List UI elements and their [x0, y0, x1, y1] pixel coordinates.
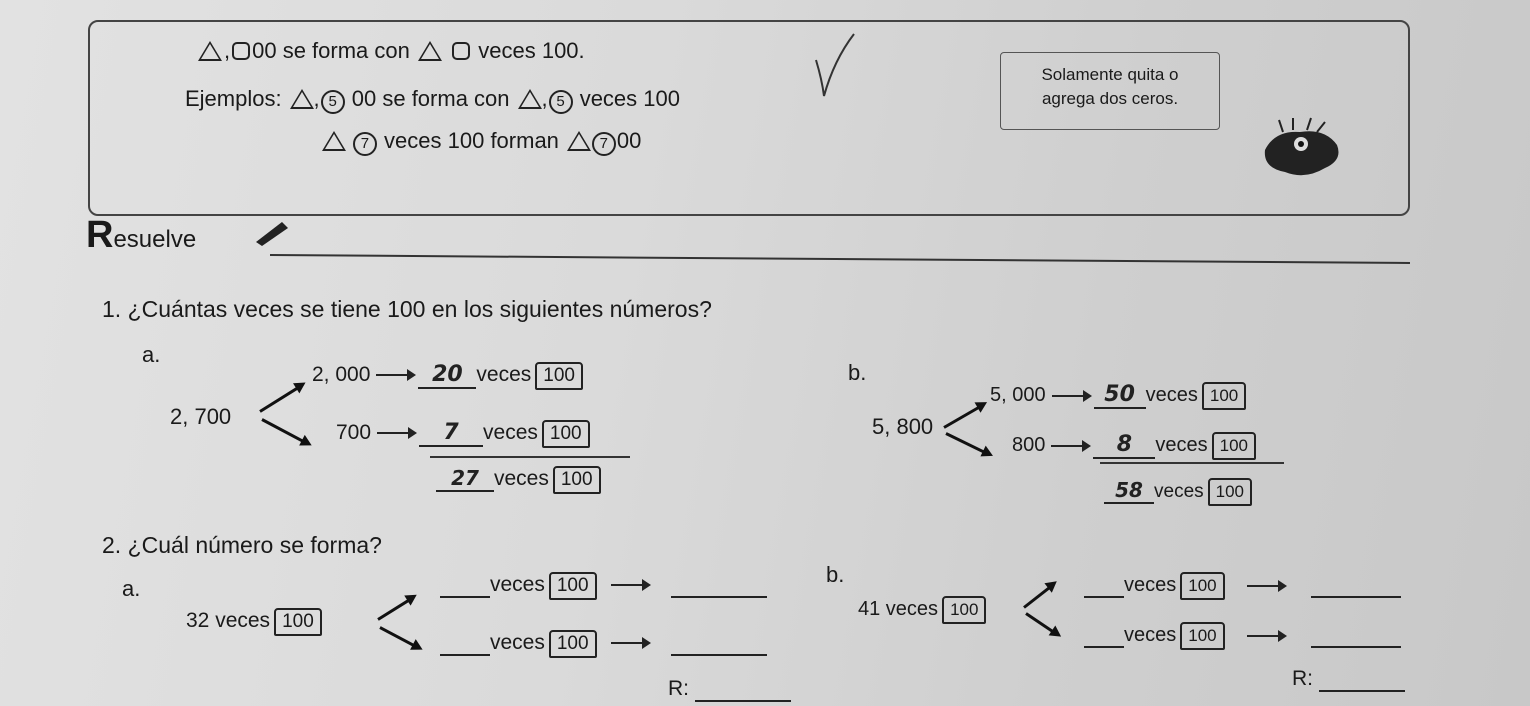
triangle-two-icon: [518, 89, 542, 109]
branch-arrow-down: [945, 432, 988, 455]
q2b-row-2: veces 100: [1084, 622, 1401, 650]
section-heading: Resuelve: [86, 214, 197, 256]
q2-part-b-label: b.: [826, 562, 845, 587]
q1b-row-1: 5, 000 50 veces 100: [990, 382, 1246, 410]
right-arrow-icon: [611, 584, 647, 586]
q2b-row-1: veces 100: [1084, 572, 1401, 600]
answer-blank[interactable]: [695, 676, 791, 702]
question-2: 2. ¿Cuál número se forma?: [102, 532, 382, 558]
q1a-total: 2, 700: [170, 404, 232, 429]
q1a-row-total: 27 veces 100: [436, 466, 601, 494]
q1b-row-total: 58 veces 100: [1104, 478, 1252, 506]
square-icon: [232, 42, 250, 60]
right-arrow-icon: [377, 432, 413, 434]
q1a-row-1: 2, 000 20 veces 100: [312, 362, 583, 390]
right-arrow-icon: [1051, 445, 1087, 447]
q2a-row-2: veces 100: [440, 630, 767, 658]
check-mark-icon: [808, 30, 858, 100]
answer-blank[interactable]: 20: [418, 362, 476, 389]
circle-five-icon: 5: [321, 90, 345, 114]
branch-arrow-up: [377, 597, 413, 621]
triangle-icon: [198, 41, 222, 61]
answer-blank[interactable]: 8: [1093, 432, 1155, 459]
answer-blank[interactable]: [671, 630, 767, 656]
answer-blank[interactable]: [1084, 572, 1124, 598]
example-line-1: Ejemplos: 2 , 5 00 se forma con 2 , 5 veces 100: [185, 86, 680, 114]
answer-blank[interactable]: [671, 572, 767, 598]
right-arrow-icon: [611, 642, 647, 644]
triangle-icon: [418, 41, 442, 61]
q2a-given: 32 veces 100: [186, 608, 322, 636]
q1-part-a-label: a.: [142, 342, 161, 367]
example-line-2: 4 7 veces 100 forman 4 7 00: [320, 128, 641, 156]
right-arrow-icon: [1052, 395, 1088, 397]
hundred-box: 100: [542, 420, 590, 448]
branch-arrow-down: [261, 418, 307, 444]
q2b-given: 41 veces 100: [858, 596, 986, 624]
circle-seven-icon: 7: [592, 132, 616, 156]
right-arrow-icon: [1247, 585, 1283, 587]
q2a-result: R:: [668, 676, 791, 702]
q1a-row-2: 700 7 veces 100: [336, 420, 590, 448]
hundred-box: 100: [1180, 572, 1224, 600]
answer-blank[interactable]: [440, 572, 490, 598]
question-1: 1. ¿Cuántas veces se tiene 100 en los siguientes números?: [102, 296, 712, 322]
triangle-four-icon: [322, 131, 346, 151]
rule-line: , 00 se forma con veces 100.: [196, 38, 585, 64]
q2b-result: R:: [1292, 666, 1405, 692]
triangle-four-icon: [567, 131, 591, 151]
heading-rule: [270, 254, 1410, 264]
dragon-mascot-icon: [1255, 110, 1345, 185]
q1b-row-2: 800 8 veces 100: [1012, 432, 1256, 460]
answer-blank[interactable]: [1311, 622, 1401, 648]
q2-part-a-label: a.: [122, 576, 141, 601]
answer-blank[interactable]: 58: [1104, 478, 1154, 504]
sum-line: [430, 456, 630, 458]
right-arrow-icon: [1247, 635, 1283, 637]
answer-blank[interactable]: [440, 630, 490, 656]
answer-blank[interactable]: 50: [1094, 382, 1146, 409]
hundred-box: 100: [1208, 478, 1252, 506]
hundred-box: 100: [553, 466, 601, 494]
q1-part-b-label: b.: [848, 360, 867, 385]
branch-arrow-up: [259, 385, 301, 413]
square-icon: [452, 42, 470, 60]
q1b-total: 5, 800: [872, 414, 934, 439]
branch-arrow-up: [1023, 584, 1053, 609]
branch-arrow-down: [1025, 612, 1057, 635]
hundred-box: 100: [1212, 432, 1256, 460]
answer-blank[interactable]: [1319, 666, 1405, 692]
hundred-box: 100: [1202, 382, 1246, 410]
branch-arrow-down: [379, 626, 417, 648]
hundred-box: 100: [535, 362, 583, 390]
hundred-box: 100: [274, 608, 322, 636]
branch-arrow-up: [943, 404, 983, 429]
circle-seven-icon: 7: [353, 132, 377, 156]
circle-five-icon: 5: [549, 90, 573, 114]
hundred-box: 100: [942, 596, 986, 624]
hundred-box: 100: [549, 572, 597, 600]
answer-blank[interactable]: [1084, 622, 1124, 648]
answer-blank[interactable]: [1311, 572, 1401, 598]
hundred-box: 100: [1180, 622, 1224, 650]
q2a-row-1: veces 100: [440, 572, 767, 600]
answer-blank[interactable]: 27: [436, 466, 494, 492]
speech-bubble: Solamente quita o agrega dos ceros.: [1000, 52, 1220, 130]
sum-line: [1100, 462, 1284, 464]
right-arrow-icon: [376, 374, 412, 376]
answer-blank[interactable]: 7: [419, 420, 483, 447]
pencil-icon: [252, 218, 292, 246]
hundred-box: 100: [549, 630, 597, 658]
triangle-two-icon: [290, 89, 314, 109]
